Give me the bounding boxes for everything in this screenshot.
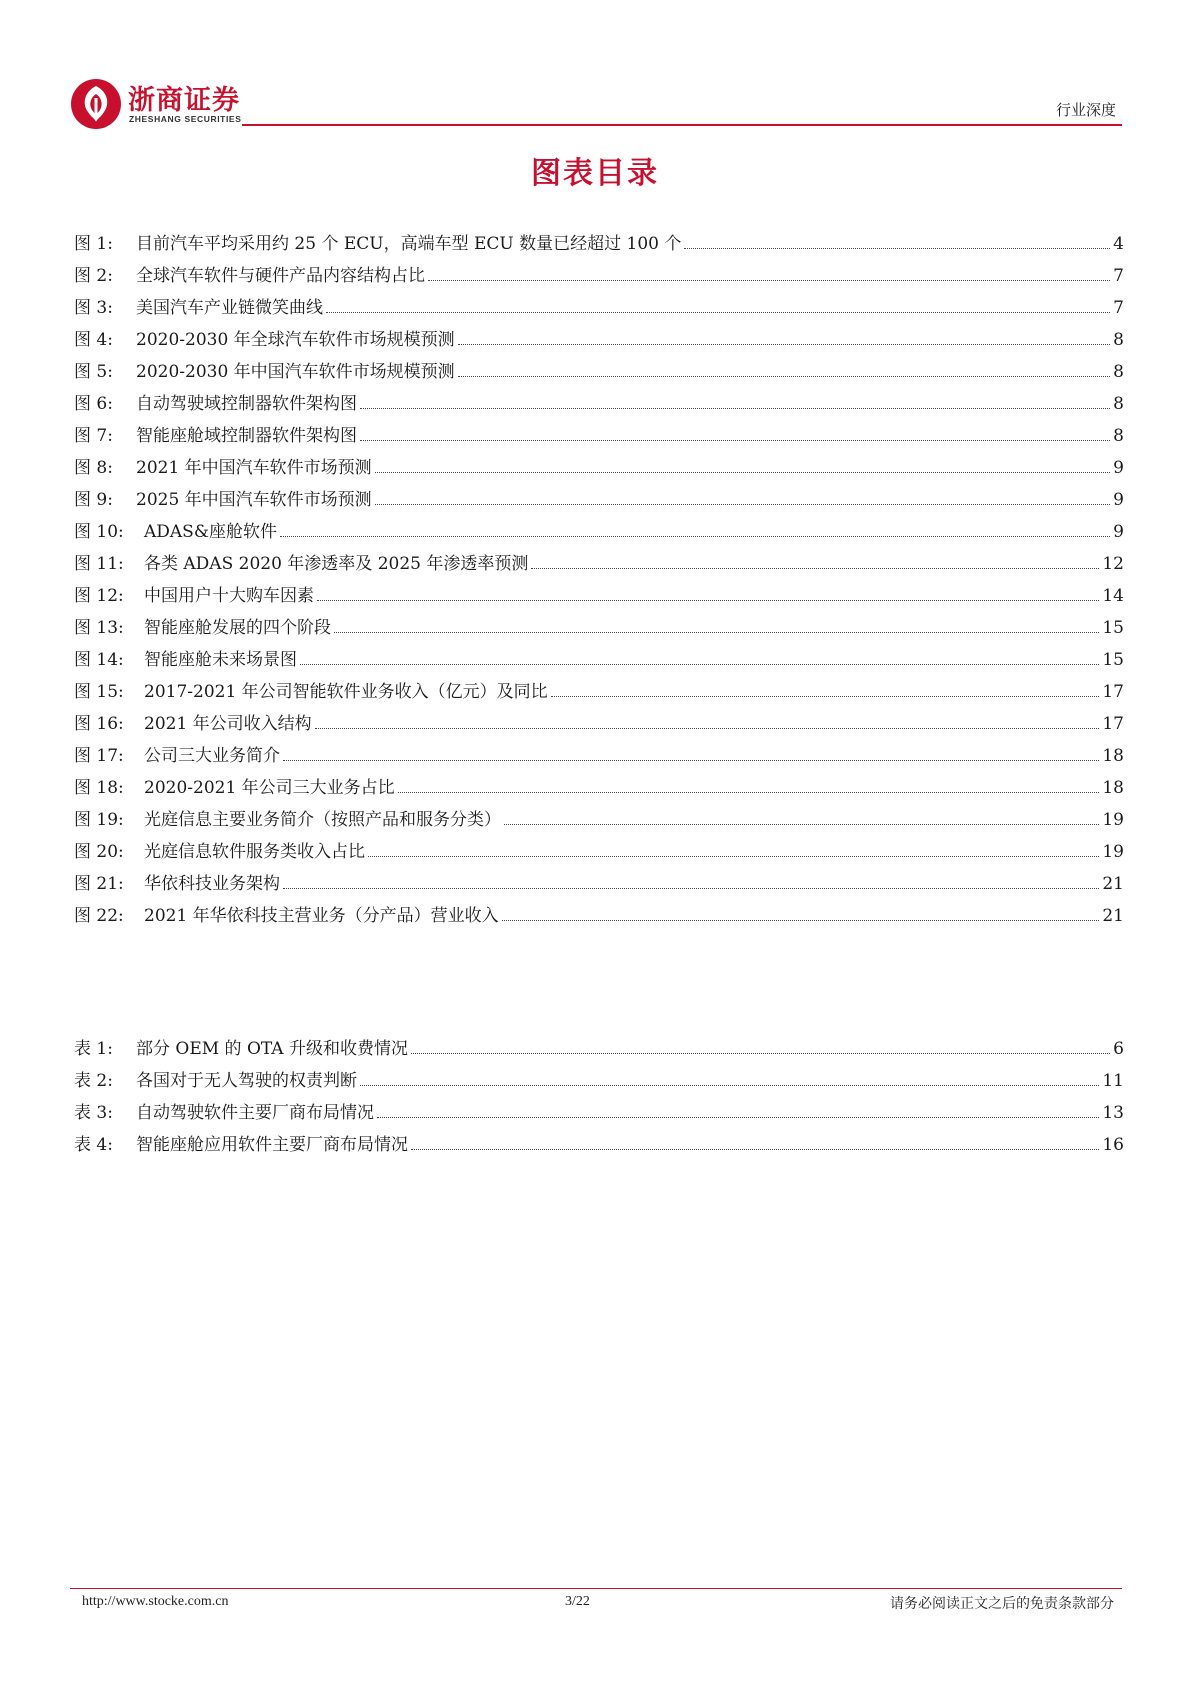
toc-entry-label: 图 11: xyxy=(74,554,124,574)
table-toc-entry[interactable] xyxy=(74,1026,1124,1058)
figure-toc-entry[interactable] xyxy=(74,669,1124,701)
figure-toc-entry[interactable] xyxy=(74,829,1124,861)
figure-toc-entry[interactable] xyxy=(74,733,1124,765)
toc-entry-title: 目前汽车平均采用约 25 个 ECU，高端车型 ECU 数量已经超过 100 个 xyxy=(136,234,682,254)
toc-entry-label: 图 16: xyxy=(74,714,124,734)
figure-toc-entry[interactable] xyxy=(74,541,1124,573)
toc-entry-page: 15 xyxy=(1102,618,1124,638)
toc-entry-label: 表 3: xyxy=(74,1103,113,1123)
figure-toc-entry[interactable] xyxy=(74,893,1124,925)
toc-entry-label: 图 1: xyxy=(74,234,113,254)
toc-entry-label: 图 5: xyxy=(74,362,113,382)
figure-toc-entry[interactable] xyxy=(74,253,1124,285)
toc-entry-label: 图 6: xyxy=(74,394,113,414)
dot-leader xyxy=(375,472,1111,473)
toc-entry-page: 7 xyxy=(1113,266,1124,286)
dot-leader xyxy=(317,600,1099,601)
toc-entry-title: 全球汽车软件与硬件产品内容结构占比 xyxy=(136,266,425,286)
toc-entry-label: 图 21: xyxy=(74,874,124,894)
toc-entry-label: 图 9: xyxy=(74,490,113,510)
dot-leader xyxy=(326,312,1110,313)
toc-entry-label: 图 8: xyxy=(74,458,113,478)
dot-leader xyxy=(458,376,1110,377)
toc-entry-page: 14 xyxy=(1102,586,1124,606)
page-header xyxy=(70,72,1122,132)
figure-toc-entry[interactable] xyxy=(74,605,1124,637)
toc-entry-page: 6 xyxy=(1113,1039,1124,1059)
toc-entry-title: 华依科技业务架构 xyxy=(144,874,280,894)
toc-entry-page: 18 xyxy=(1102,778,1124,798)
toc-entry-label: 图 3: xyxy=(74,298,113,318)
dot-leader xyxy=(411,1053,1110,1054)
toc-entry-page: 9 xyxy=(1113,522,1124,542)
toc-entry-title: 2020-2021 年公司三大业务占比 xyxy=(144,778,395,798)
toc-entry-page: 21 xyxy=(1102,874,1124,894)
toc-entry-title: 自动驾驶域控制器软件架构图 xyxy=(136,394,357,414)
toc-entry-label: 图 13: xyxy=(74,618,124,638)
footer-divider xyxy=(70,1588,1122,1589)
toc-entry-title: 部分 OEM 的 OTA 升级和收费情况 xyxy=(136,1039,408,1059)
toc-entry-title: 2020-2030 年中国汽车软件市场规模预测 xyxy=(136,362,455,382)
toc-entry-page: 16 xyxy=(1102,1135,1124,1155)
figure-toc-entry[interactable] xyxy=(74,765,1124,797)
dot-leader xyxy=(428,280,1110,281)
figure-toc-entry[interactable] xyxy=(74,509,1124,541)
toc-entry-label: 图 19: xyxy=(74,810,124,830)
dot-leader xyxy=(315,728,1100,729)
toc-entry-title: 2025 年中国汽车软件市场预测 xyxy=(136,490,372,510)
toc-entry-page: 19 xyxy=(1102,842,1124,862)
figure-toc-entry[interactable] xyxy=(74,221,1124,253)
figure-toc-entry[interactable] xyxy=(74,413,1124,445)
figure-toc-entry[interactable] xyxy=(74,317,1124,349)
toc-entry-title: 智能座舱未来场景图 xyxy=(144,650,297,670)
dot-leader xyxy=(360,440,1110,441)
toc-entry-page: 4 xyxy=(1113,234,1124,254)
dot-leader xyxy=(551,696,1100,697)
toc-entry-page: 11 xyxy=(1102,1071,1124,1091)
dot-leader xyxy=(283,888,1099,889)
toc-entry-label: 图 14: xyxy=(74,650,124,670)
dot-leader xyxy=(360,408,1110,409)
toc-entry-label: 图 22: xyxy=(74,906,124,926)
figure-toc-entry[interactable] xyxy=(74,477,1124,509)
toc-entry-page: 8 xyxy=(1113,362,1124,382)
dot-leader xyxy=(684,248,1110,249)
toc-entry-title: 智能座舱发展的四个阶段 xyxy=(144,618,331,638)
dot-leader xyxy=(398,792,1100,793)
toc-entry-page: 19 xyxy=(1102,810,1124,830)
toc-entry-page: 7 xyxy=(1113,298,1124,318)
dot-leader xyxy=(531,568,1099,569)
document-type-label: 行业深度 xyxy=(1055,101,1116,119)
toc-entry-page: 13 xyxy=(1102,1103,1124,1123)
toc-entry-title: ADAS&座舱软件 xyxy=(144,522,277,542)
figure-toc-entry[interactable] xyxy=(74,637,1124,669)
figure-toc-entry[interactable] xyxy=(74,701,1124,733)
header-divider xyxy=(242,124,1122,126)
toc-entry-page: 17 xyxy=(1102,714,1124,734)
figure-toc-entry[interactable] xyxy=(74,797,1124,829)
dot-leader xyxy=(368,856,1099,857)
dot-leader xyxy=(300,664,1099,665)
toc-entry-page: 9 xyxy=(1113,490,1124,510)
toc-entry-title: 2021 年公司收入结构 xyxy=(144,714,312,734)
toc-entry-label: 图 10: xyxy=(74,522,124,542)
page-title: 图表目录 xyxy=(531,156,659,191)
toc-entry-title: 公司三大业务简介 xyxy=(144,746,280,766)
toc-entry-title: 2021 年华依科技主营业务（分产品）营业收入 xyxy=(144,906,499,926)
toc-entry-title: 自动驾驶软件主要厂商布局情况 xyxy=(136,1103,374,1123)
toc-entry-label: 表 1: xyxy=(74,1039,113,1059)
dot-leader xyxy=(377,1117,1099,1118)
toc-entry-label: 图 15: xyxy=(74,682,124,702)
toc-entry-page: 12 xyxy=(1102,554,1124,574)
figure-toc-entry[interactable] xyxy=(74,285,1124,317)
toc-entry-page: 8 xyxy=(1113,426,1124,446)
dot-leader xyxy=(458,344,1110,345)
figure-toc-entry[interactable] xyxy=(74,349,1124,381)
dot-leader xyxy=(375,504,1111,505)
toc-entry-title: 中国用户十大购车因素 xyxy=(144,586,314,606)
toc-entry-title: 各国对于无人驾驶的权责判断 xyxy=(136,1071,357,1091)
figure-toc-entry[interactable] xyxy=(74,861,1124,893)
dot-leader xyxy=(504,824,1099,825)
zheshang-logo-icon xyxy=(70,78,122,130)
table-toc-entry[interactable] xyxy=(74,1058,1124,1090)
dot-leader xyxy=(334,632,1099,633)
table-toc-entry[interactable] xyxy=(74,1090,1124,1122)
dot-leader xyxy=(502,920,1100,921)
toc-entry-page: 8 xyxy=(1113,394,1124,414)
toc-entry-title: 智能座舱域控制器软件架构图 xyxy=(136,426,357,446)
footer-disclaimer: 请务必阅读正文之后的免责条款部分 xyxy=(890,1596,1114,1612)
dot-leader xyxy=(283,760,1099,761)
toc-entry-label: 图 2: xyxy=(74,266,113,286)
dot-leader xyxy=(411,1149,1099,1150)
company-name-en: ZHESHANG SECURITIES xyxy=(129,114,242,124)
toc-entry-page: 9 xyxy=(1113,458,1124,478)
toc-entry-page: 8 xyxy=(1113,330,1124,350)
toc-entry-label: 图 7: xyxy=(74,426,113,446)
page-number: 3/22 xyxy=(565,1594,590,1609)
toc-entry-title: 2021 年中国汽车软件市场预测 xyxy=(136,458,372,478)
toc-entry-title: 2017-2021 年公司智能软件业务收入（亿元）及同比 xyxy=(144,682,548,702)
toc-entry-label: 图 12: xyxy=(74,586,124,606)
toc-entry-page: 21 xyxy=(1102,906,1124,926)
toc-entry-title: 光庭信息软件服务类收入占比 xyxy=(144,842,365,862)
toc-entry-label: 图 4: xyxy=(74,330,113,350)
toc-entry-title: 各类 ADAS 2020 年渗透率及 2025 年渗透率预测 xyxy=(144,554,529,574)
footer-website-link[interactable]: http://www.stocke.com.cn xyxy=(82,1594,229,1609)
toc-entry-label: 图 18: xyxy=(74,778,124,798)
figure-toc-entry[interactable] xyxy=(74,445,1124,477)
dot-leader xyxy=(360,1085,1099,1086)
toc-entry-title: 美国汽车产业链微笑曲线 xyxy=(136,298,323,318)
figure-toc-entry[interactable] xyxy=(74,573,1124,605)
toc-entry-title: 智能座舱应用软件主要厂商布局情况 xyxy=(136,1135,408,1155)
table-toc-entry[interactable] xyxy=(74,1122,1124,1154)
toc-entry-title: 光庭信息主要业务简介（按照产品和服务分类） xyxy=(144,810,501,830)
dot-leader xyxy=(280,536,1110,537)
toc-entry-label: 图 17: xyxy=(74,746,124,766)
toc-entry-label: 表 2: xyxy=(74,1071,113,1091)
table-list xyxy=(74,1026,1124,1154)
toc-entry-page: 18 xyxy=(1102,746,1124,766)
figure-list xyxy=(74,221,1124,925)
toc-entry-page: 15 xyxy=(1102,650,1124,670)
company-name-cn: 浙商证券 xyxy=(128,85,240,116)
toc-entry-page: 17 xyxy=(1102,682,1124,702)
toc-entry-label: 图 20: xyxy=(74,842,124,862)
toc-entry-label: 表 4: xyxy=(74,1135,113,1155)
toc-entry-title: 2020-2030 年全球汽车软件市场规模预测 xyxy=(136,330,455,350)
figure-toc-entry[interactable] xyxy=(74,381,1124,413)
